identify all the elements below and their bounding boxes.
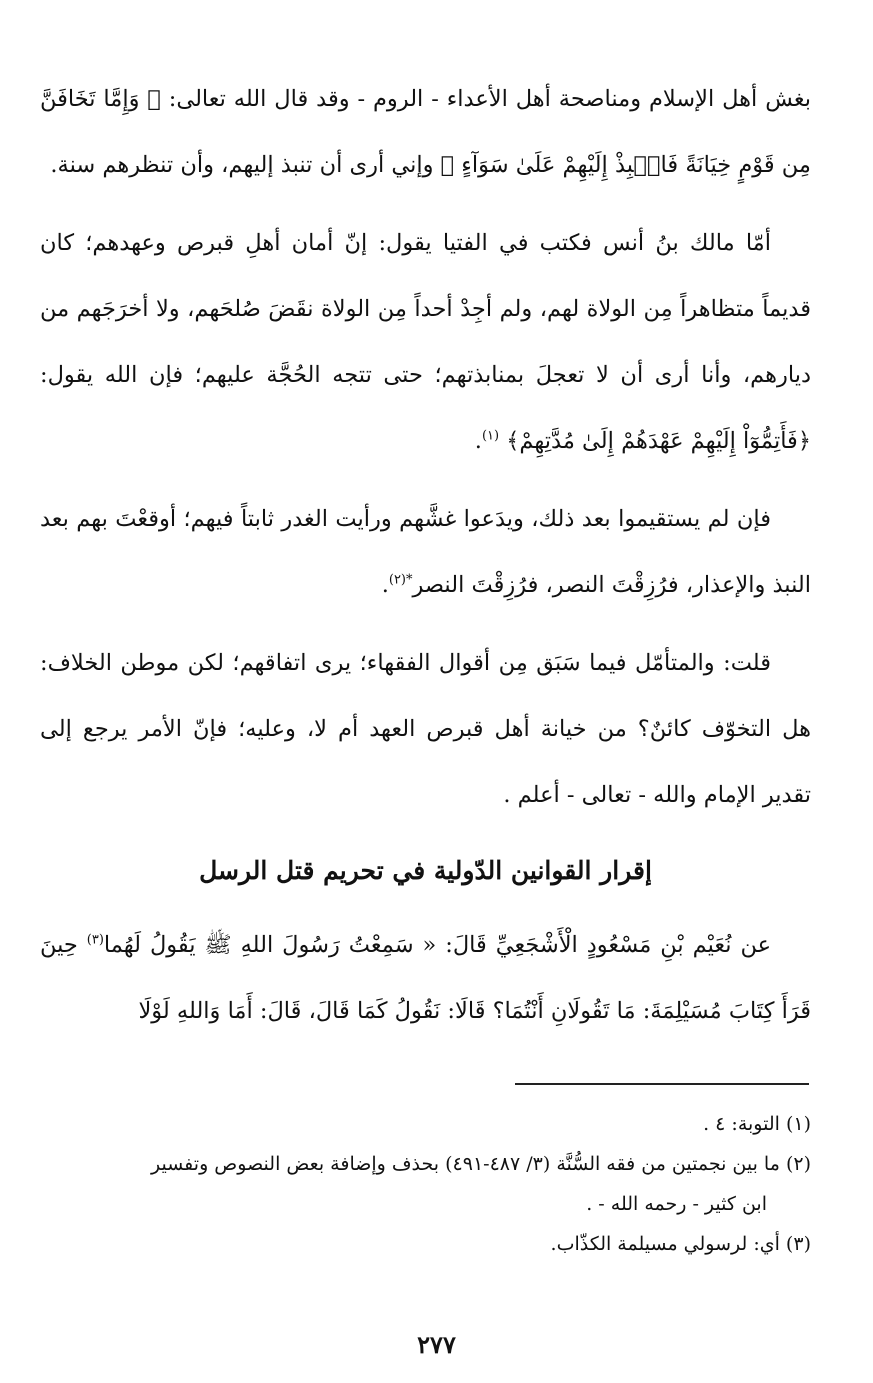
body-text	[40, 66, 811, 1044]
footnote-divider	[515, 1083, 809, 1085]
paragraph-end: .	[474, 428, 482, 454]
footnote-2: (٢) ما بين نجمتين من فقه السُّنَّة (٣/ ٤٨٧-٤٩١) بحذف وإضافة بعض النصوص وتفسير	[151, 1153, 811, 1175]
footnotes	[40, 1104, 811, 1264]
main-text	[40, 66, 811, 1044]
section-heading: إقرار القوانين الدّولية في تحريم قتل الرسل	[199, 856, 652, 885]
footnote-1: (١) التوبة: ٤ .	[703, 1113, 811, 1135]
footnote-3: (٣) أي: لرسولي مسيلمة الكذّاب.	[550, 1233, 811, 1255]
footnote-ref: *(٢)	[388, 572, 413, 588]
hadith-text-continued: حِينَ قَرَأَ كِتَابَ مُسَيْلِمَةَ: مَا تَقُولَانِ أَنْتُمَا؟ قَالَا: نَقُولُ كَمَا قَالَ، قَالَ: أَمَا وَاللهِ لَوْلَا	[40, 932, 811, 1024]
paragraph-text: أمّا مالك بنُ أنس فكتب في الفتيا يقول: إنّ أمان أهلِ قبرص وعهدهم؛ كان قديماً متظاهراً مِن الولاة لهم، ولم أجِدْ أحداً مِن الولاة نقَضَ صُلحَهم، ولا أخرَجَهم من ديارهم، وأنا أرى أن لا تعجلَ بمنابذتهم؛ حتى تتجه الحُجَّة عليهم؛ فإن الله يقول: ﴿فَأَتِمُّوٓاْ إِلَيْهِمْ عَهْدَهُمْ إِلَىٰ مُدَّتِهِمْ﴾	[40, 230, 811, 454]
paragraph-text: بغش أهل الإسلام ومناصحة أهل الأعداء - الروم - وقد قال الله تعالى: ﴿ وَإِمَّا تَخَافَنَّ مِن قَوْمٍ خِيَانَةً فَانۢبِذْ إِلَيْهِمْ عَلَىٰ سَوَآءٍ ﴾ وإني أرى أن تنبذ إليهم، وأن تنظرهم سنة.	[40, 86, 811, 178]
footnote-2-continued: ابن كثير - رحمه الله - .	[586, 1193, 767, 1215]
hadith-text: عن نُعَيْم بْنِ مَسْعُودٍ الْأَشْجَعِيِّ قَالَ: « سَمِعْتُ رَسُولَ اللهِ ﷺ يَقُولُ لَهُما	[103, 932, 771, 958]
paragraph-4	[40, 630, 811, 828]
paragraph-3	[40, 486, 811, 618]
paragraph-text: قلت: والمتأمّل فيما سَبَق مِن أقوال الفقهاء؛ يرى اتفاقهم؛ لكن موطن الخلاف: هل التخوّف كائنٌ؟ من خيانة أهل قبرص العهد أم لا، وعليه؛ فإنّ الأمر يرجع إلى تقدير الإمام والله - تعالى - أعلم .	[40, 650, 811, 808]
paragraph-text: فإن لم يستقيموا بعد ذلك، ويدَعوا غشَّهم ورأيت الغدر ثابتاً فيهم؛ أوقعْتَ بهم بعد النبذ والإعذار، فرُزِقْتَ النصر، فرُزِقْتَ النصر	[40, 506, 811, 598]
paragraph-2	[40, 210, 811, 474]
hadith-paragraph	[40, 912, 811, 1044]
page-number: ٢٧٧	[417, 1330, 456, 1359]
footnote-ref: (١)	[481, 428, 500, 444]
paragraph-1	[40, 66, 811, 198]
paragraph-end: .	[381, 572, 389, 598]
footnote-ref: (٣)	[86, 932, 104, 948]
